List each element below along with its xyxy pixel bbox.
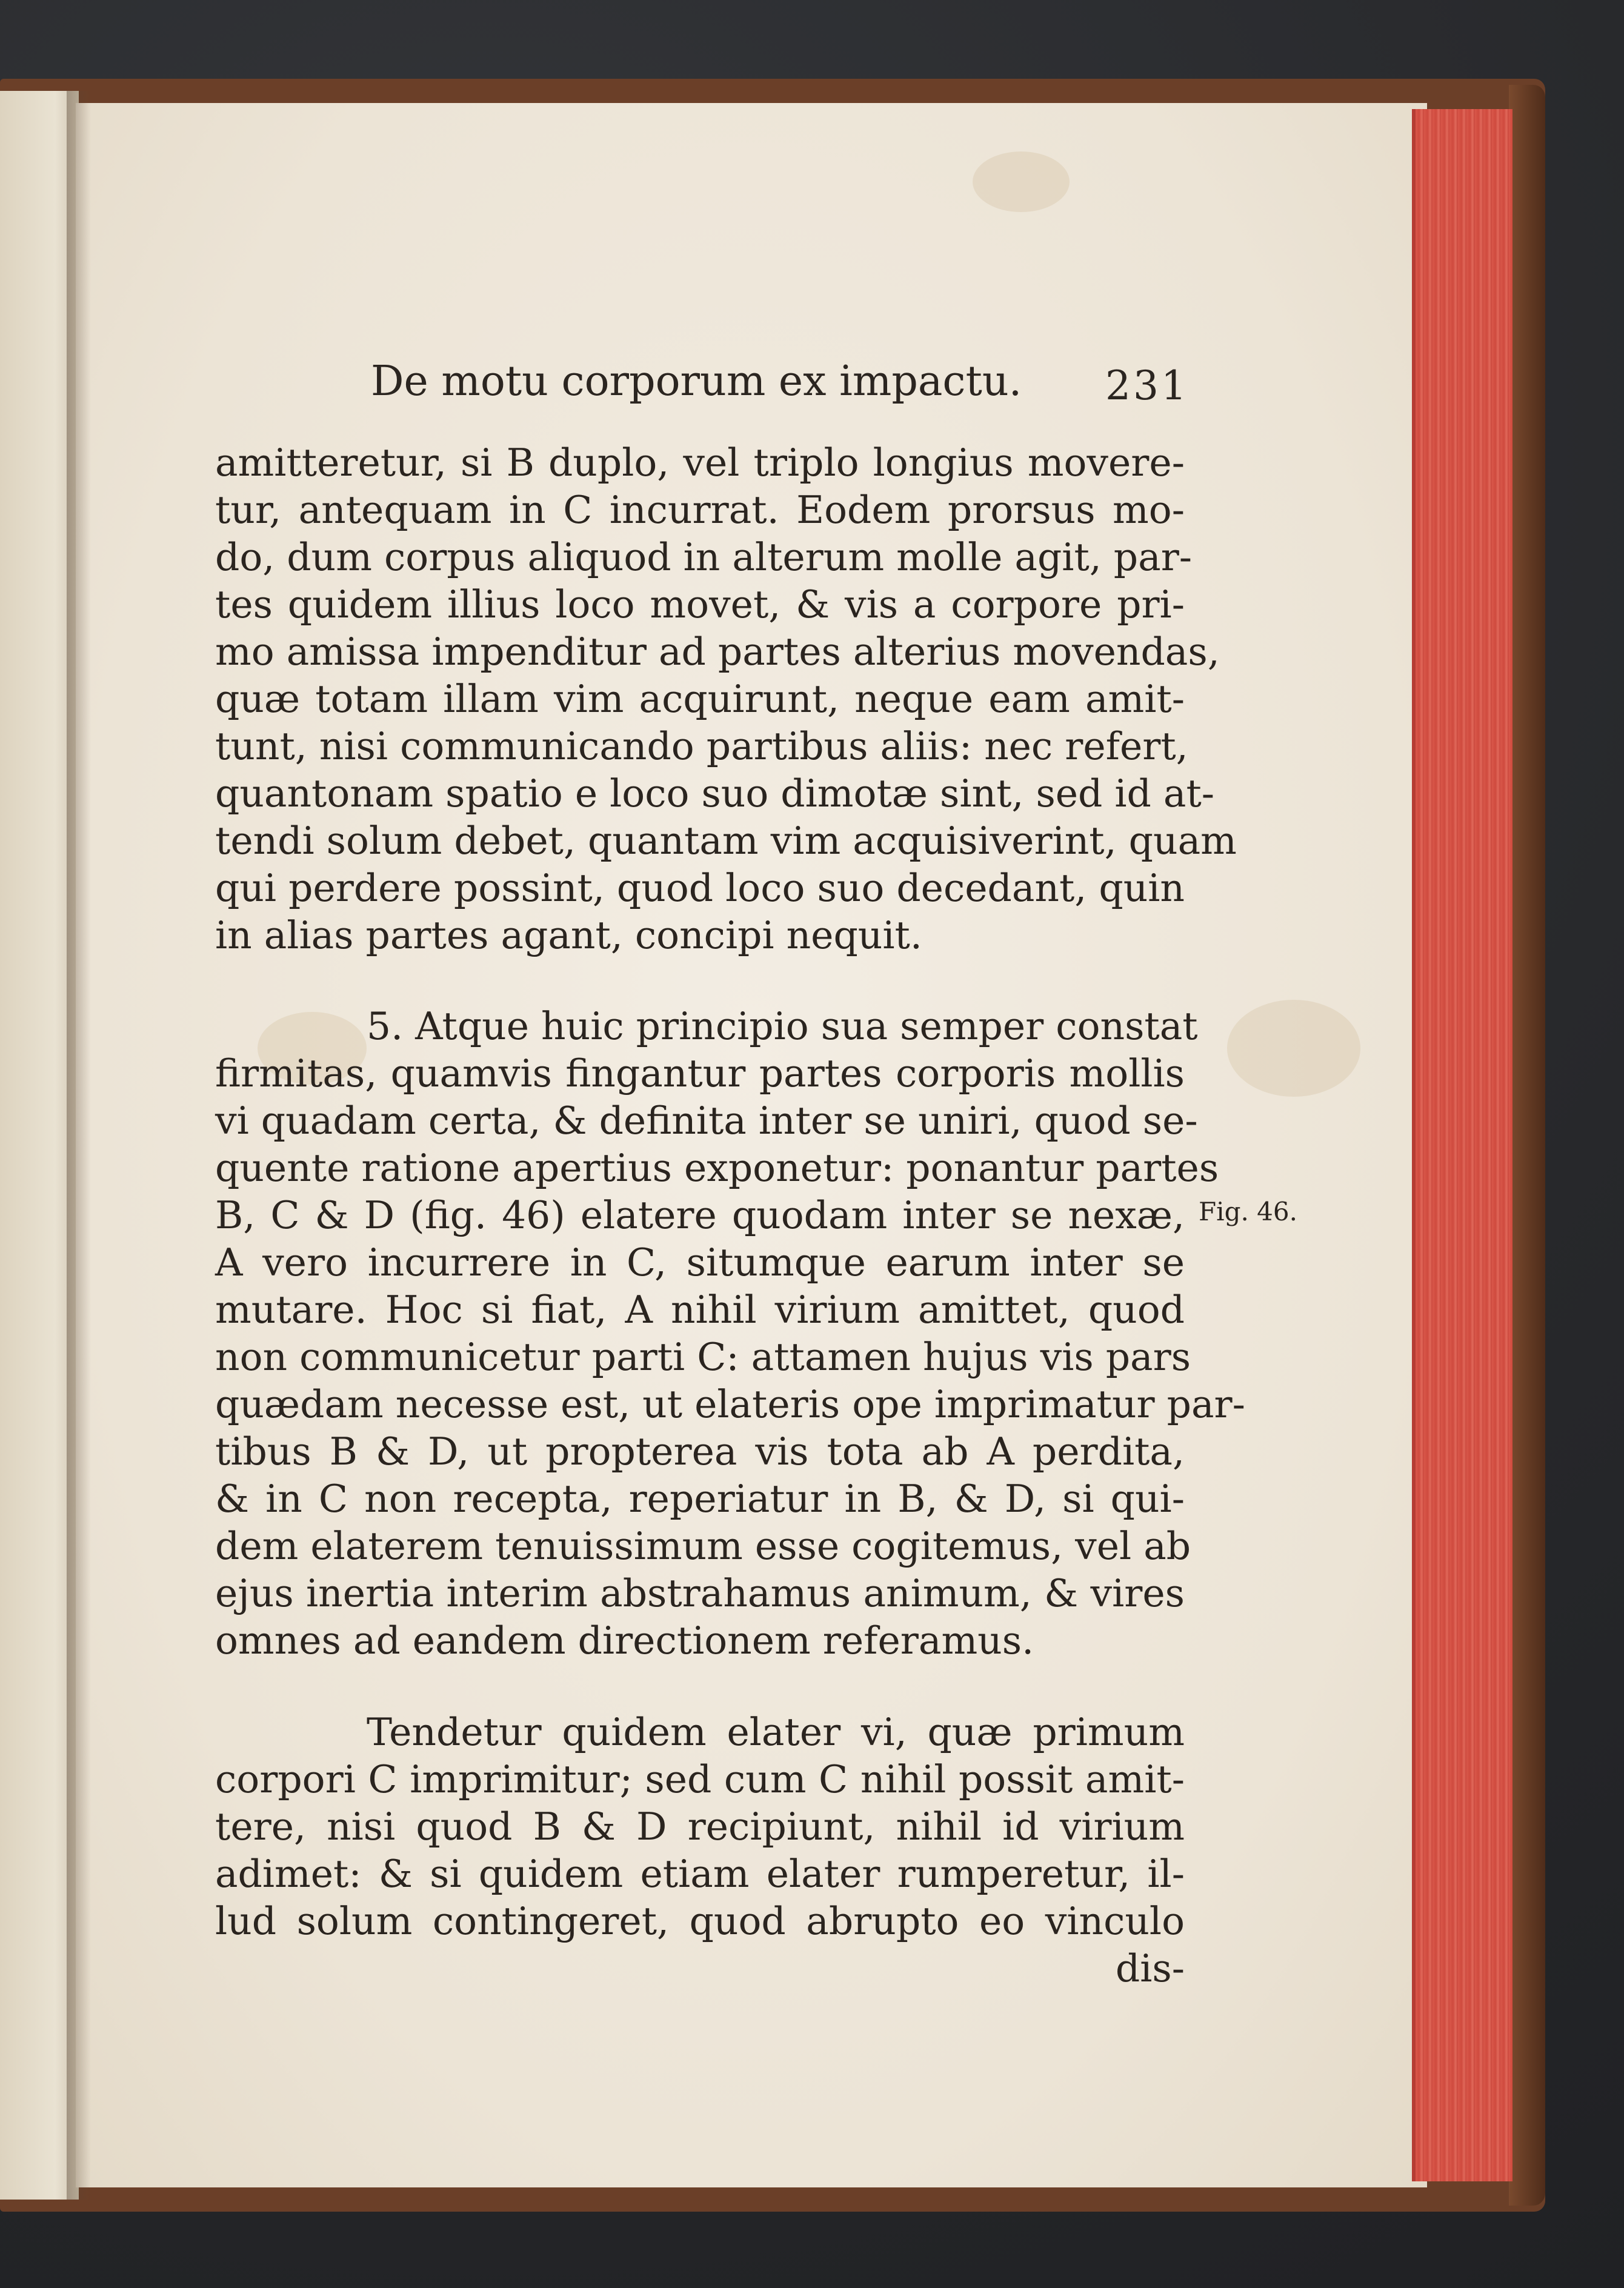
- text-line: non communicetur parti C: attamen hujus vis pars: [215, 1335, 1191, 1379]
- text-line: mo amissa impenditur ad partes alterius movendas,: [215, 630, 1220, 674]
- paragraph-start: 5. Atque huic principio sua semper constat: [367, 1004, 1198, 1048]
- text-line: dem elaterem tenuissimum esse cogitemus, vel ab: [215, 1524, 1191, 1568]
- running-head: De motu corporum ex impactu.: [371, 358, 1022, 405]
- margin-figure-note: Fig. 46.: [1199, 1197, 1297, 1226]
- text-line: & in C non recepta, reperiatur in B, & D, si qui-: [215, 1477, 1185, 1521]
- paper-stain: [1227, 1000, 1360, 1097]
- text-line: vi quadam certa, & definita inter se uniri, quod se-: [215, 1099, 1198, 1143]
- text-line: B, C & D (fig. 46) elatere quodam inter se nexæ,: [215, 1193, 1185, 1237]
- catchword: dis-: [1115, 1946, 1185, 1990]
- page-number: 231: [1105, 362, 1189, 409]
- text-line: tunt, nisi communicando partibus aliis: nec refert,: [215, 724, 1188, 768]
- text-line: tibus B & D, ut propterea vis tota ab A perdita,: [215, 1429, 1185, 1474]
- text-line: amitteretur, si B duplo, vel triplo longius movere-: [215, 441, 1185, 485]
- text-line: quæ totam illam vim acquirunt, neque eam amit-: [215, 677, 1185, 721]
- text-line: ejus inertia interim abstrahamus animum, & vires: [215, 1571, 1185, 1615]
- text-line: quente ratione apertius exponetur: ponantur partes: [215, 1146, 1219, 1190]
- text-line: tendi solum debet, quantam vim acquisiverint, quam: [215, 819, 1237, 863]
- text-line: corpori C imprimitur; sed cum C nihil possit amit-: [215, 1757, 1185, 1801]
- text-line: A vero incurrere in C, situmque earum inter se: [215, 1240, 1185, 1285]
- text-line: do, dum corpus aliquod in alterum molle agit, par-: [215, 535, 1193, 579]
- text-line: omnes ad eandem directionem referamus.: [215, 1618, 1034, 1663]
- text-line: mutare. Hoc si fiat, A nihil virium amittet, quod: [215, 1288, 1185, 1332]
- text-line: qui perdere possint, quod loco suo decedant, quin: [215, 866, 1185, 910]
- text-line: lud solum contingeret, quod abrupto eo vinculo: [215, 1899, 1185, 1943]
- text-line: tur, antequam in C incurrat. Eodem prorsus mo-: [215, 488, 1185, 532]
- red-page-edges: [1412, 109, 1513, 2181]
- cover-edge: [1509, 85, 1545, 2206]
- paper-stain: [973, 151, 1070, 212]
- text-line: tes quidem illius loco movet, & vis a corpore pri-: [215, 582, 1185, 627]
- text-line: in alias partes agant, concipi nequit.: [215, 913, 922, 957]
- paragraph-start: Tendetur quidem elater vi, quæ primum: [367, 1710, 1185, 1754]
- text-line: quædam necesse est, ut elateris ope imprimatur par-: [215, 1382, 1245, 1426]
- text-line: quantonam spatio e loco suo dimotæ sint, sed id at-: [215, 771, 1215, 816]
- text-line: adimet: & si quidem etiam elater rumperetur, il-: [215, 1852, 1185, 1896]
- gutter-shadow: [67, 91, 91, 2200]
- text-line: tere, nisi quod B & D recipiunt, nihil id virium: [215, 1804, 1185, 1849]
- page-header: [371, 358, 1189, 412]
- text-line: firmitas, quamvis fingantur partes corporis mollis: [215, 1051, 1185, 1096]
